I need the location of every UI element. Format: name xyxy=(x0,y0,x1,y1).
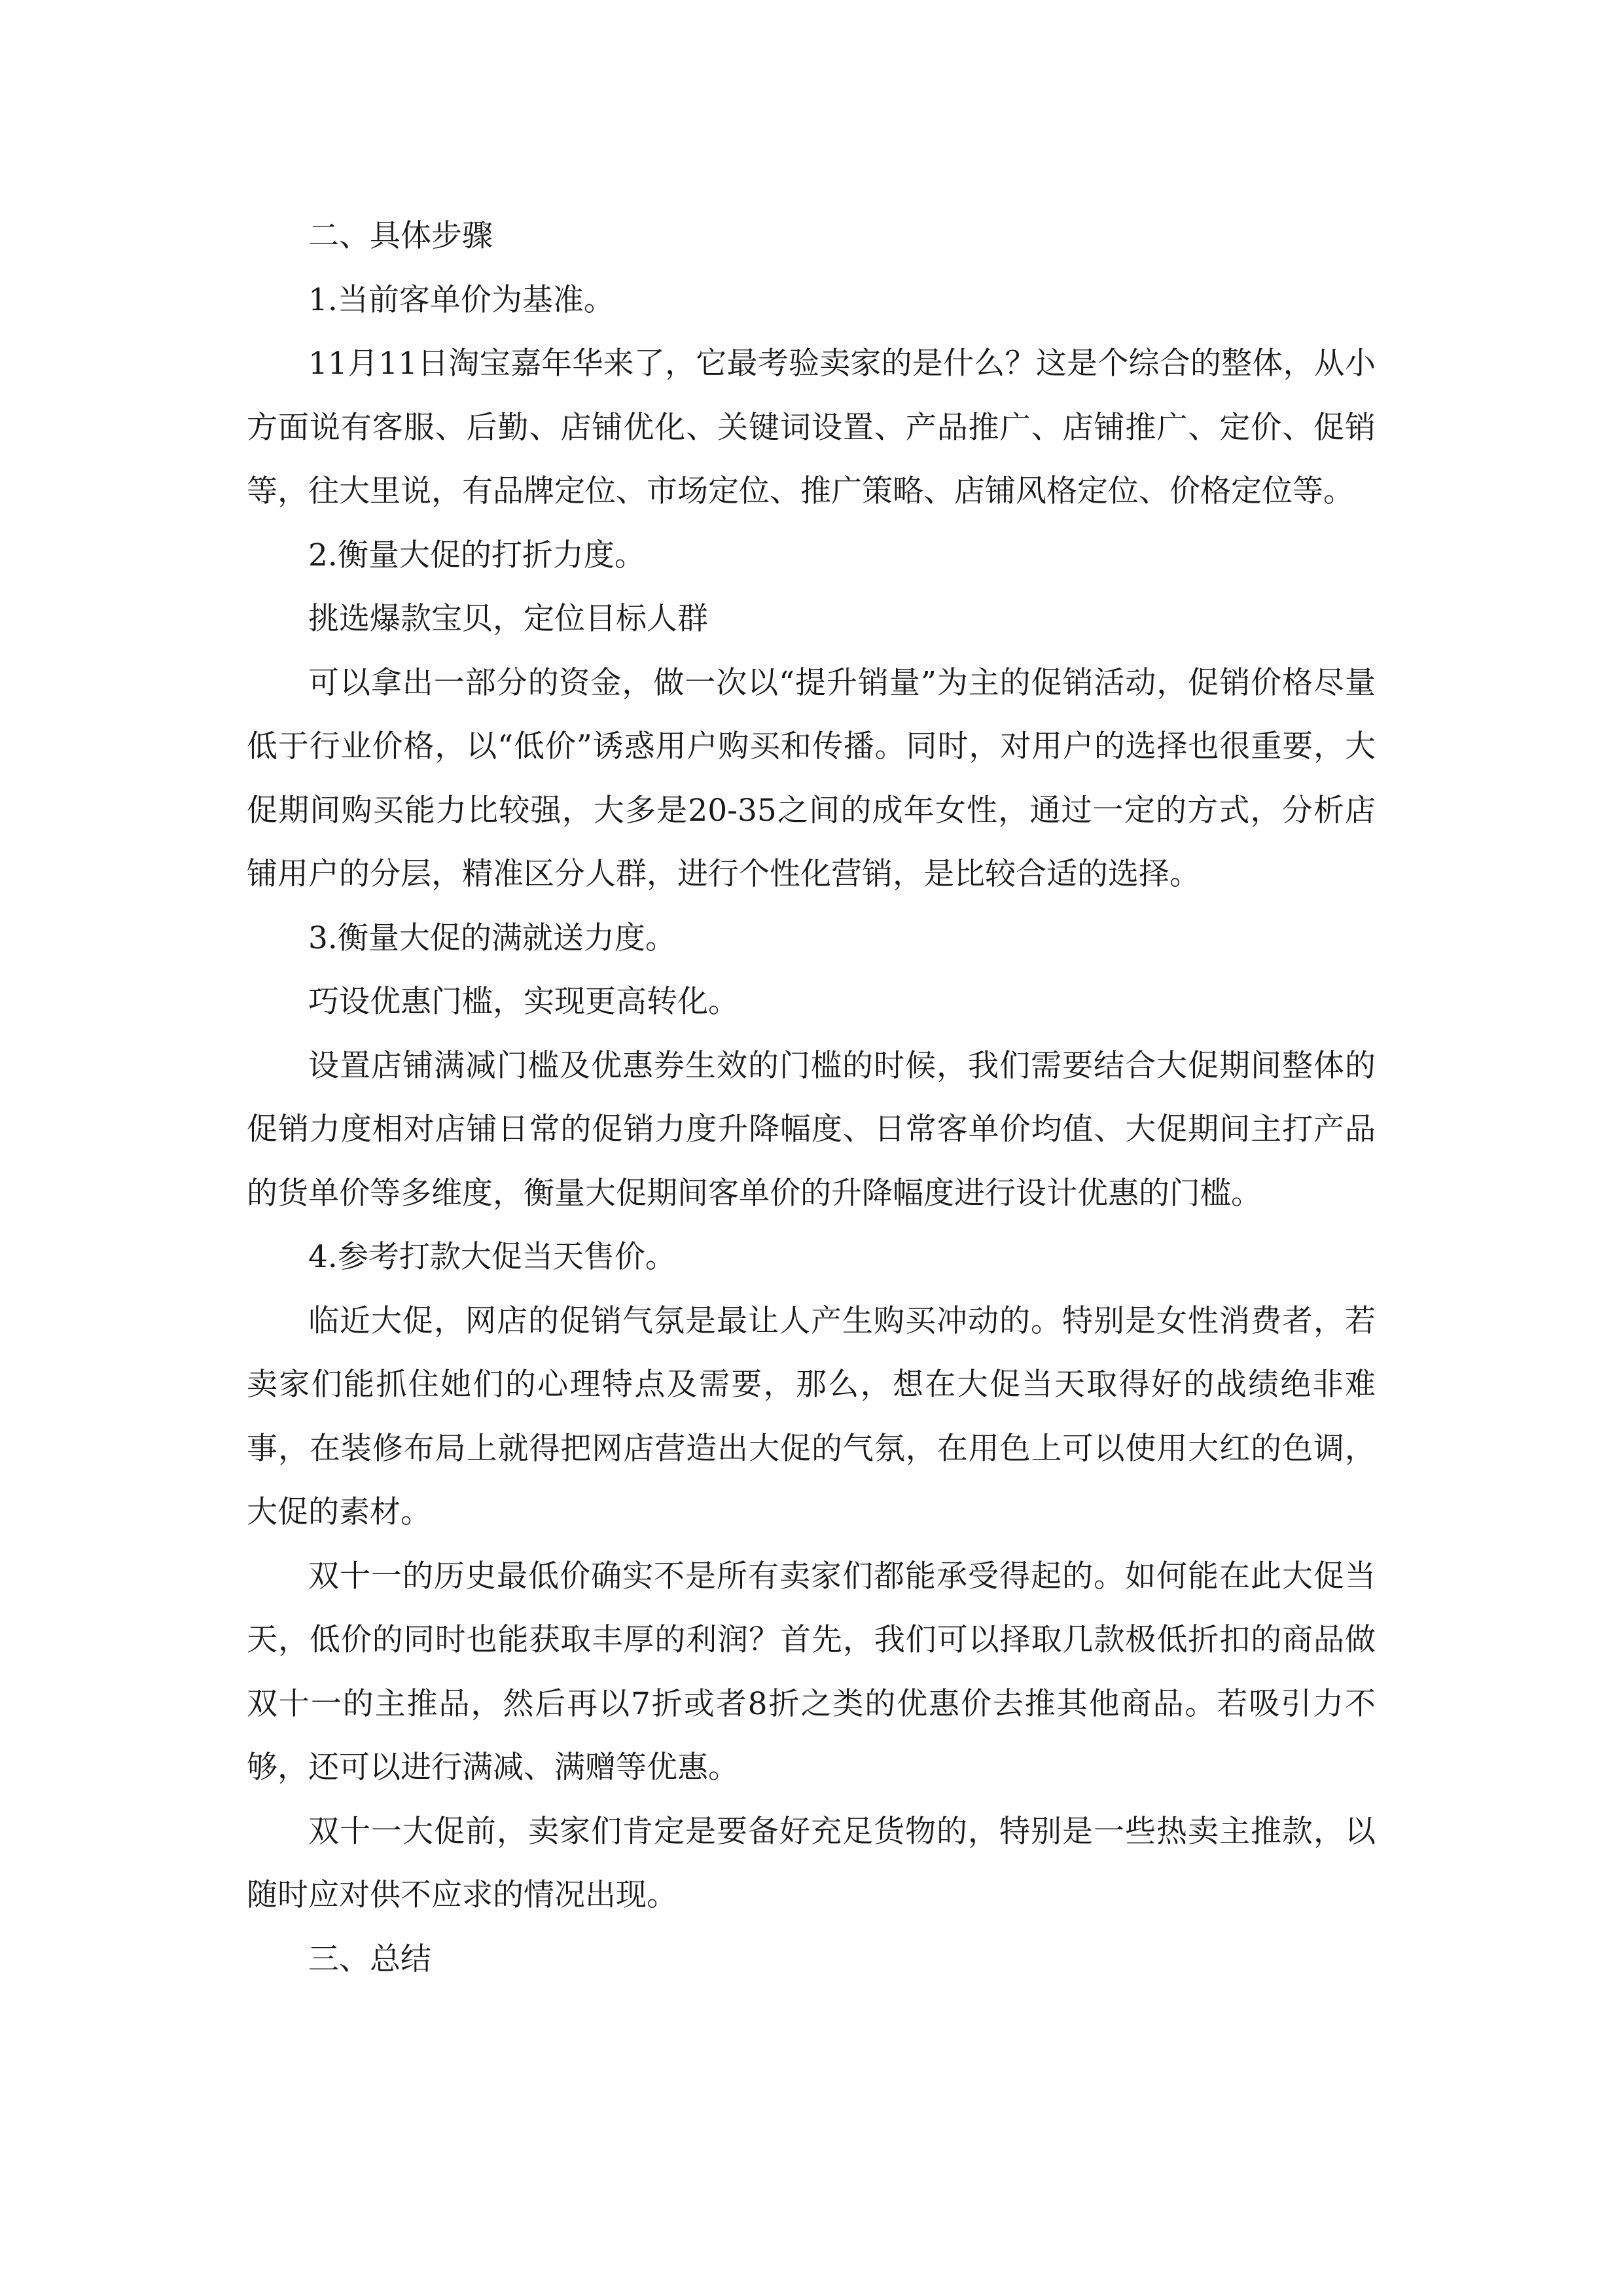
paragraph: 设置店铺满减门槛及优惠券生效的门槛的时候，我们需要结合大促期间整体的促销力度相对店铺日常的促销力度升降幅度、日常客单价均值、大促期间主打产品的货单价等多维度，衡量大促期间客单价的升降幅度进行设计优惠的门槛。 xyxy=(247,1047,1376,1211)
subheading: 挑选爆款宝贝，定位目标人群 xyxy=(308,601,708,637)
paragraph: 11月11日淘宝嘉年华来了，它最考验卖家的是什么？这是个综合的整体，从小方面说有客服、后勤、店铺优化、关键词设置、产品推广、店铺推广、定价、促销等，往大里说，有品牌定位、市场定位、推广策略、店铺风格定位、价格定位等。 xyxy=(247,346,1376,509)
paragraph: 双十一的历史最低价确实不是所有卖家们都能承受得起的。如何能在此大促当天，低价的同时也能获取丰厚的利润？首先，我们可以择取几款极低折扣的商品做双十一的主推品，然后再以7折或者8折之类的优惠价去推其他商品。若吸引力不够，还可以进行满减、满赠等优惠。 xyxy=(247,1558,1376,1785)
paragraph: 临近大促，网店的促销气氛是最让人产生购买冲动的。特别是女性消费者，若卖家们能抓住她们的心理特点及需要，那么，想在大促当天取得好的战绩绝非难事，在装修布局上就得把网店营造出大促的气氛，在用色上可以使用大红的色调，大促的素材。 xyxy=(247,1302,1376,1530)
step-1-heading: 1.当前客单价为基准。 xyxy=(308,281,615,318)
section-heading-summary: 三、总结 xyxy=(308,1941,431,1977)
step-3-heading: 3.衡量大促的满就送力度。 xyxy=(308,920,676,956)
step-4-heading: 4.参考打款大促当天售价。 xyxy=(308,1239,676,1275)
step-2-heading: 2.衡量大促的打折力度。 xyxy=(308,537,645,573)
document-body xyxy=(247,204,1376,1991)
section-heading-steps: 二、具体步骤 xyxy=(308,218,493,254)
subheading: 巧设优惠门槛，实现更高转化。 xyxy=(308,984,739,1020)
paragraph: 双十一大促前，卖家们肯定是要备好充足货物的，特别是一些热卖主推款，以随时应对供不应求的情况出现。 xyxy=(247,1813,1376,1913)
paragraph: 可以拿出一部分的资金，做一次以“提升销量”为主的促销活动，促销价格尽量低于行业价格，以“低价”诱惑用户购买和传播。同时，对用户的选择也很重要，大促期间购买能力比较强，大多是20-35之间的成年女性，通过一定的方式，分析店铺用户的分层，精准区分人群，进行个性化营销，是比较合适的选择。 xyxy=(247,664,1376,892)
